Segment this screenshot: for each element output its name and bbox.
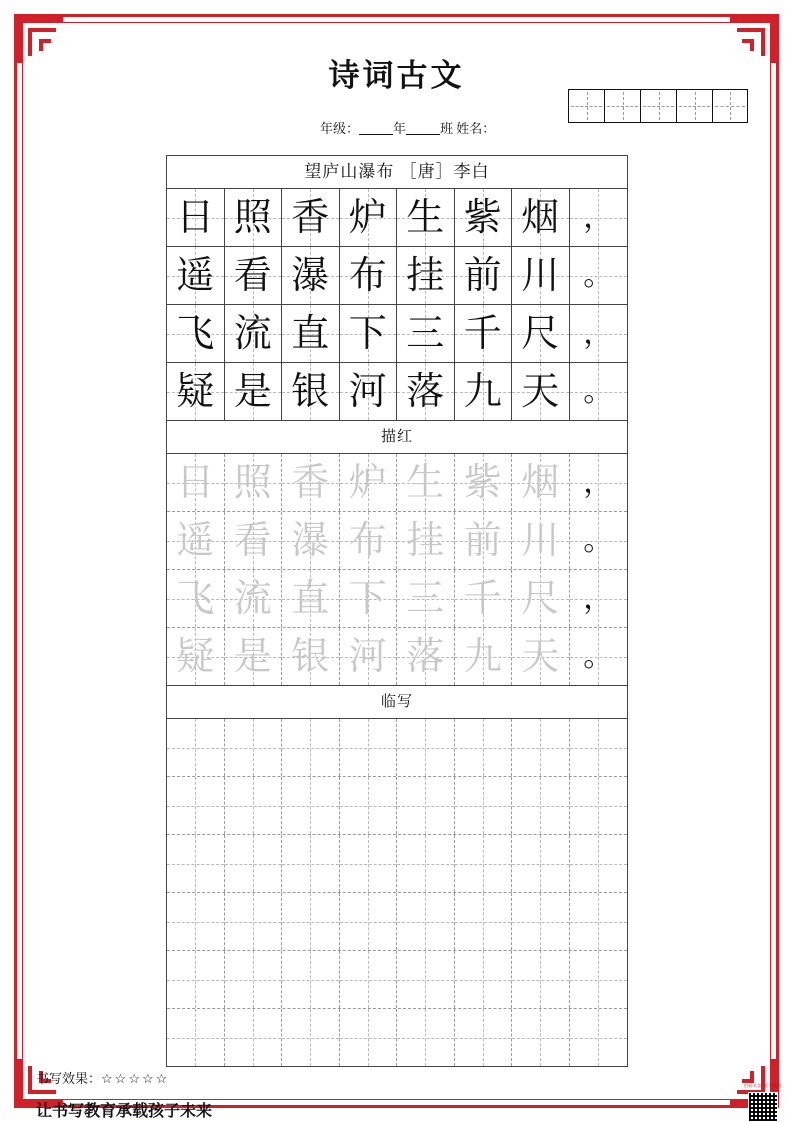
name-box[interactable]	[568, 89, 604, 123]
punctuation-trace: ，	[583, 581, 614, 615]
rating-stars[interactable]: ☆☆☆☆☆	[101, 1071, 170, 1086]
grid-cell[interactable]	[397, 247, 455, 304]
grid-row	[167, 777, 627, 835]
grid-cell[interactable]	[167, 570, 225, 627]
punctuation: ，	[583, 200, 614, 234]
grid-row	[167, 305, 627, 363]
grid-cell[interactable]	[512, 247, 570, 304]
character: 照	[233, 196, 272, 239]
character-trace: 下	[348, 577, 387, 620]
grid-cell[interactable]	[397, 628, 455, 685]
grid-cell[interactable]	[282, 628, 340, 685]
grid-cell[interactable]	[455, 893, 513, 950]
grid-cell[interactable]	[225, 512, 283, 569]
grid-cell[interactable]	[455, 189, 513, 246]
grid-cell[interactable]	[225, 189, 283, 246]
grid-row	[167, 835, 627, 893]
character: 是	[233, 370, 272, 413]
grid-cell[interactable]	[167, 305, 225, 362]
character: 落	[406, 370, 445, 413]
grid-cell[interactable]	[455, 777, 513, 834]
grid-cell[interactable]	[570, 1009, 628, 1066]
punctuation-trace: 。	[583, 523, 614, 557]
grid-cell[interactable]	[512, 893, 570, 950]
character-trace: 川	[521, 519, 560, 562]
grid-cell[interactable]	[397, 363, 455, 420]
qr-caption: 扫码关注·更多资源	[744, 1083, 782, 1088]
character-trace: 落	[406, 635, 445, 678]
copy-section	[167, 719, 627, 1066]
grid-cell[interactable]	[340, 189, 398, 246]
grid-cell[interactable]	[512, 570, 570, 627]
grid-cell[interactable]	[512, 628, 570, 685]
grid-cell[interactable]	[397, 305, 455, 362]
grid-cell[interactable]	[512, 835, 570, 892]
grid-cell[interactable]	[225, 305, 283, 362]
trace-section	[167, 454, 627, 685]
grid-cell[interactable]	[570, 512, 628, 569]
qr-code-icon[interactable]	[748, 1092, 778, 1122]
name-input-boxes[interactable]	[568, 89, 748, 123]
student-meta-row	[320, 118, 495, 137]
grid-row	[167, 719, 627, 777]
model-section	[167, 189, 627, 420]
grid-cell[interactable]	[455, 363, 513, 420]
grid-cell[interactable]	[340, 570, 398, 627]
grid-cell[interactable]	[512, 777, 570, 834]
grid-cell[interactable]	[340, 719, 398, 776]
character-trace: 是	[233, 635, 272, 678]
grid-cell[interactable]	[455, 1009, 513, 1066]
character-trace: 照	[233, 461, 272, 504]
grid-cell[interactable]	[282, 835, 340, 892]
grid-row	[167, 363, 627, 420]
grid-cell[interactable]	[167, 189, 225, 246]
character-trace: 挂	[406, 519, 445, 562]
grid-row	[167, 512, 627, 570]
character: 烟	[521, 196, 560, 239]
grid-cell[interactable]	[397, 835, 455, 892]
name-label: 姓名：	[456, 121, 496, 136]
grid-cell[interactable]	[282, 247, 340, 304]
character-trace: 三	[406, 577, 445, 620]
character-trace: 尺	[521, 577, 560, 620]
rating-row	[36, 1068, 169, 1087]
grid-row	[167, 628, 627, 685]
grid-cell[interactable]	[455, 247, 513, 304]
grid-cell[interactable]	[397, 893, 455, 950]
grid-cell[interactable]	[340, 454, 398, 511]
grid-cell[interactable]	[282, 1009, 340, 1066]
name-box[interactable]	[640, 89, 676, 123]
punctuation-trace: ，	[583, 465, 614, 499]
practice-sheet	[166, 155, 628, 1067]
grid-cell[interactable]	[225, 570, 283, 627]
character-trace: 飞	[176, 577, 215, 620]
character-trace: 天	[521, 635, 560, 678]
grid-cell[interactable]	[455, 454, 513, 511]
grid-cell[interactable]	[397, 719, 455, 776]
character: 前	[463, 254, 502, 297]
character: 香	[291, 196, 330, 239]
grid-cell[interactable]	[570, 305, 628, 362]
grid-cell[interactable]	[167, 777, 225, 834]
character-trace: 看	[233, 519, 272, 562]
grid-cell[interactable]	[340, 951, 398, 1008]
character: 飞	[176, 312, 215, 355]
character-trace: 炉	[348, 461, 387, 504]
grid-cell[interactable]	[455, 512, 513, 569]
character: 炉	[348, 196, 387, 239]
grid-cell[interactable]	[340, 512, 398, 569]
character: 日	[176, 196, 215, 239]
grid-row	[167, 951, 627, 1009]
grid-cell[interactable]	[282, 454, 340, 511]
character-trace: 疑	[176, 635, 215, 678]
grid-cell[interactable]	[167, 512, 225, 569]
grid-cell[interactable]	[282, 512, 340, 569]
character: 流	[233, 312, 272, 355]
grid-cell[interactable]	[570, 835, 628, 892]
grid-cell[interactable]	[570, 777, 628, 834]
class-unit: 班	[440, 121, 454, 136]
grid-cell[interactable]	[455, 628, 513, 685]
grid-cell[interactable]	[167, 363, 225, 420]
page-title: 诗词古文	[328, 58, 465, 93]
character: 银	[291, 370, 330, 413]
character-trace: 直	[291, 577, 330, 620]
character: 挂	[406, 254, 445, 297]
grid-cell[interactable]	[397, 777, 455, 834]
grid-cell[interactable]	[455, 951, 513, 1008]
grid-cell[interactable]	[512, 305, 570, 362]
grid-cell[interactable]	[397, 454, 455, 511]
grid-cell[interactable]	[282, 951, 340, 1008]
grid-cell[interactable]	[282, 777, 340, 834]
footer-slogan: 让书写教育承载孩子未来	[36, 1103, 213, 1120]
name-box[interactable]	[712, 89, 748, 123]
grade-label: 年级：	[320, 121, 360, 136]
punctuation: ，	[583, 316, 614, 350]
grid-cell[interactable]	[512, 512, 570, 569]
grid-cell[interactable]	[512, 719, 570, 776]
character: 下	[348, 312, 387, 355]
grid-cell[interactable]	[225, 893, 283, 950]
grid-row	[167, 247, 627, 305]
grid-cell[interactable]	[167, 835, 225, 892]
grid-cell[interactable]	[340, 893, 398, 950]
grid-cell[interactable]	[282, 719, 340, 776]
punctuation-trace: 。	[583, 639, 614, 673]
character-trace: 河	[348, 635, 387, 678]
grid-cell[interactable]	[167, 628, 225, 685]
grid-cell[interactable]	[225, 719, 283, 776]
grid-cell[interactable]	[570, 570, 628, 627]
character-trace: 紫	[463, 461, 502, 504]
grid-row	[167, 454, 627, 512]
grid-cell[interactable]	[340, 1009, 398, 1066]
grid-row	[167, 1009, 627, 1066]
grid-cell[interactable]	[455, 719, 513, 776]
punctuation: 。	[583, 374, 614, 408]
grid-cell[interactable]	[167, 951, 225, 1008]
grade-blank[interactable]	[359, 121, 393, 135]
grid-cell[interactable]	[225, 247, 283, 304]
character: 疑	[176, 370, 215, 413]
character-trace: 瀑	[291, 519, 330, 562]
character: 遥	[176, 254, 215, 297]
character-trace: 九	[463, 635, 502, 678]
grid-cell[interactable]	[455, 305, 513, 362]
grid-cell[interactable]	[397, 1009, 455, 1066]
grid-row	[167, 570, 627, 628]
grid-cell[interactable]	[282, 363, 340, 420]
grid-cell[interactable]	[225, 1009, 283, 1066]
character-trace: 烟	[521, 461, 560, 504]
grid-cell[interactable]	[570, 363, 628, 420]
punctuation: 。	[583, 258, 614, 292]
grid-cell[interactable]	[282, 893, 340, 950]
name-box[interactable]	[604, 89, 640, 123]
grid-cell[interactable]	[340, 305, 398, 362]
grid-cell[interactable]	[570, 719, 628, 776]
grid-row	[167, 189, 627, 247]
grid-cell[interactable]	[512, 363, 570, 420]
grid-cell[interactable]	[340, 628, 398, 685]
grid-cell[interactable]	[167, 893, 225, 950]
character: 布	[348, 254, 387, 297]
character-trace: 千	[463, 577, 502, 620]
character: 九	[463, 370, 502, 413]
grid-cell[interactable]	[570, 247, 628, 304]
grid-cell[interactable]	[225, 363, 283, 420]
grade-unit: 年	[393, 121, 407, 136]
character-trace: 香	[291, 461, 330, 504]
grid-cell[interactable]	[167, 719, 225, 776]
grid-cell[interactable]	[225, 835, 283, 892]
grid-cell[interactable]	[167, 1009, 225, 1066]
grid-cell[interactable]	[340, 247, 398, 304]
character: 尺	[521, 312, 560, 355]
grid-cell[interactable]	[455, 570, 513, 627]
character-trace: 遥	[176, 519, 215, 562]
character: 河	[348, 370, 387, 413]
section-label-copy: 临写	[167, 685, 627, 719]
grid-cell[interactable]	[397, 570, 455, 627]
character-trace: 流	[233, 577, 272, 620]
grid-cell[interactable]	[225, 454, 283, 511]
character-trace: 布	[348, 519, 387, 562]
grid-cell[interactable]	[397, 512, 455, 569]
grid-cell[interactable]	[225, 951, 283, 1008]
character: 看	[233, 254, 272, 297]
rating-label: 书写效果：	[36, 1071, 102, 1086]
character-trace: 银	[291, 635, 330, 678]
name-box[interactable]	[676, 89, 712, 123]
grid-cell[interactable]	[225, 628, 283, 685]
character-trace: 日	[176, 461, 215, 504]
character-trace: 生	[406, 461, 445, 504]
character: 直	[291, 312, 330, 355]
grid-cell[interactable]	[167, 247, 225, 304]
grid-cell[interactable]	[397, 189, 455, 246]
character: 瀑	[291, 254, 330, 297]
grid-cell[interactable]	[167, 454, 225, 511]
grid-cell[interactable]	[512, 189, 570, 246]
grid-cell[interactable]	[340, 363, 398, 420]
character: 川	[521, 254, 560, 297]
grid-row	[167, 893, 627, 951]
grid-cell[interactable]	[570, 893, 628, 950]
poem-header: 望庐山瀑布 ［唐］李白	[167, 156, 627, 189]
grid-cell[interactable]	[282, 570, 340, 627]
character-trace: 前	[463, 519, 502, 562]
grid-cell[interactable]	[570, 951, 628, 1008]
grid-cell[interactable]	[340, 777, 398, 834]
grid-cell[interactable]	[512, 1009, 570, 1066]
grid-cell[interactable]	[225, 777, 283, 834]
class-blank[interactable]	[406, 121, 440, 135]
character: 紫	[463, 196, 502, 239]
grid-cell[interactable]	[570, 189, 628, 246]
grid-cell[interactable]	[397, 951, 455, 1008]
character: 天	[521, 370, 560, 413]
character: 生	[406, 196, 445, 239]
grid-cell[interactable]	[282, 189, 340, 246]
character: 三	[406, 312, 445, 355]
grid-cell[interactable]	[340, 835, 398, 892]
grid-cell[interactable]	[512, 951, 570, 1008]
grid-cell[interactable]	[570, 628, 628, 685]
grid-cell[interactable]	[570, 454, 628, 511]
grid-cell[interactable]	[512, 454, 570, 511]
section-label-trace: 描红	[167, 420, 627, 454]
character: 千	[463, 312, 502, 355]
grid-cell[interactable]	[282, 305, 340, 362]
grid-cell[interactable]	[455, 835, 513, 892]
